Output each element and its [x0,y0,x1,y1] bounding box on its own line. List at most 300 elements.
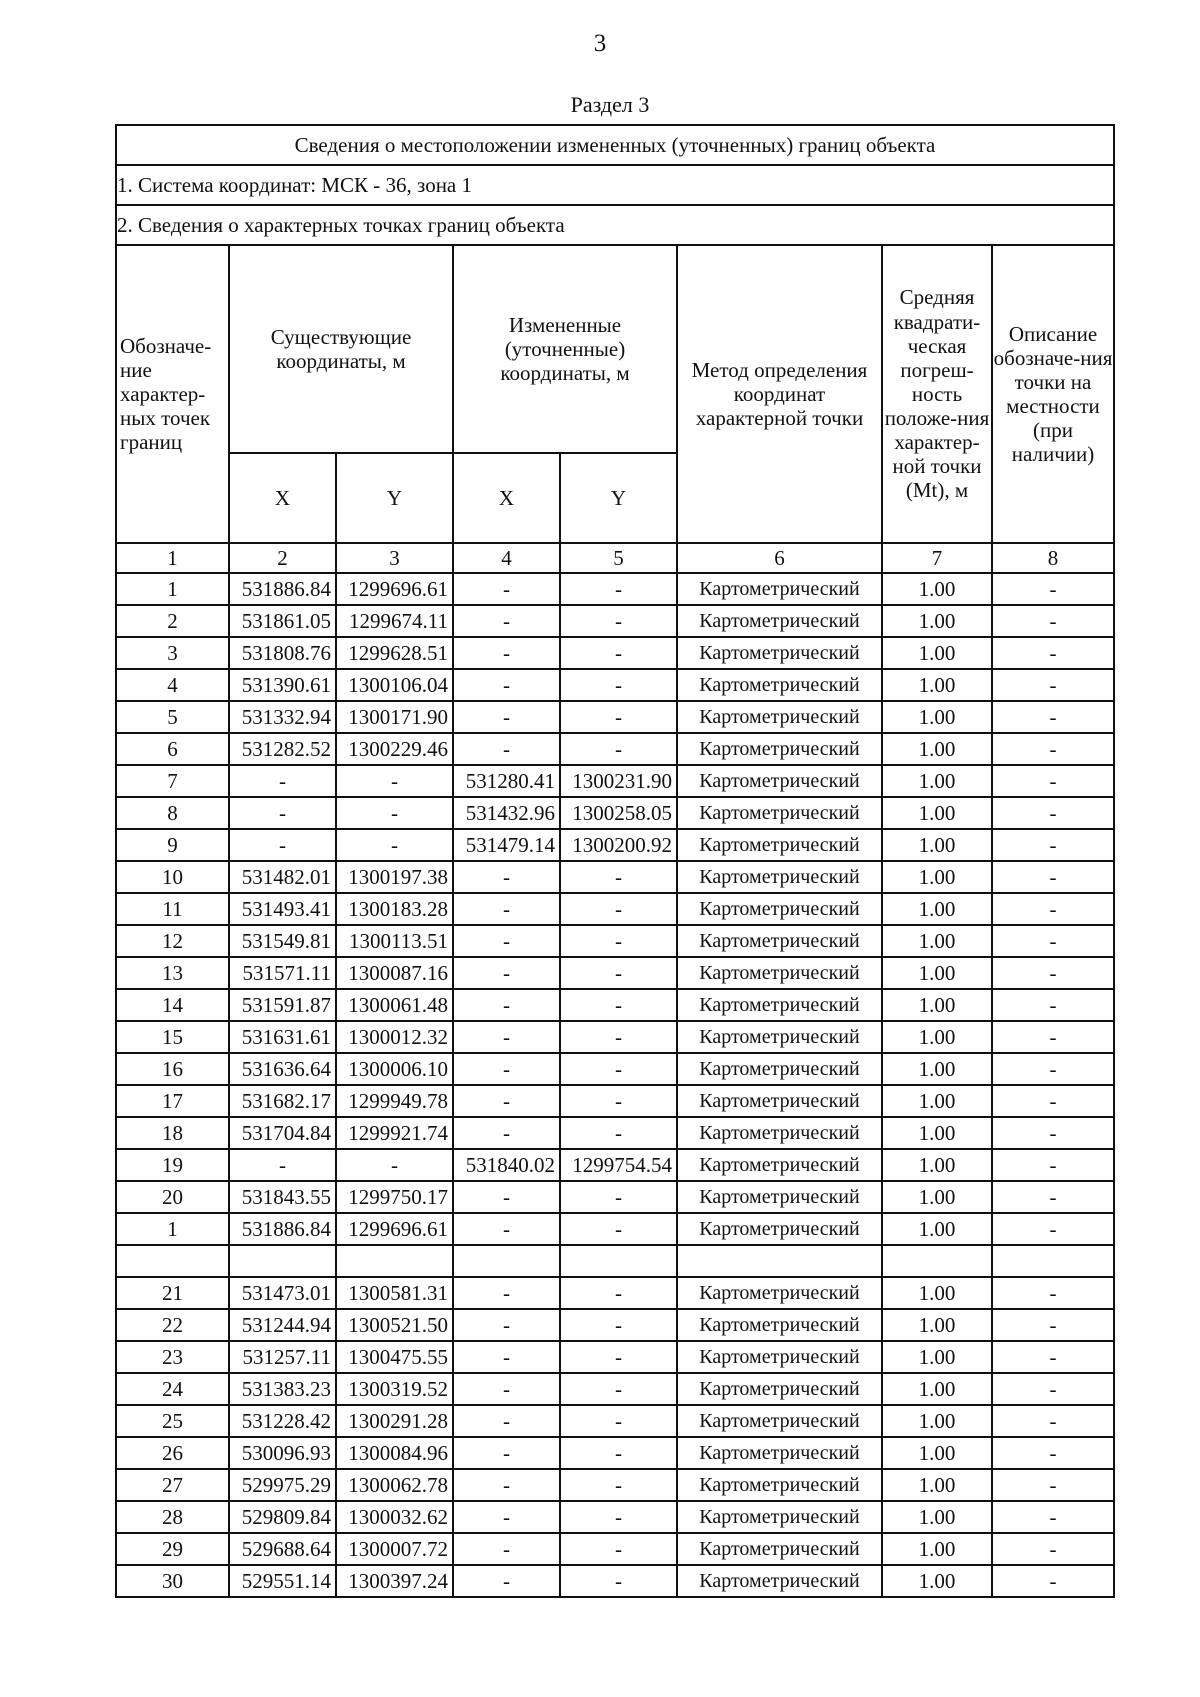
cell-existing-x: 531636.64 [229,1053,336,1085]
cell-changed-y: - [560,1533,677,1565]
cell-changed-y: 1299754.54 [560,1149,677,1181]
cell-existing-y: 1300113.51 [336,925,453,957]
cell-existing-y: 1300397.24 [336,1565,453,1597]
cell-description: - [992,1501,1114,1533]
cell-point-id: 16 [116,1053,229,1085]
cell-method: Картометрический [677,1373,882,1405]
cell-changed-x: - [453,1469,560,1501]
cell-point-id: 4 [116,669,229,701]
cell-point-id: 27 [116,1469,229,1501]
cell-method: Картометрический [677,1469,882,1501]
cell-description: - [992,1117,1114,1149]
cell-changed-x: - [453,989,560,1021]
table-row [116,1373,1114,1405]
cell-mean-error: 1.00 [882,797,992,829]
cell-method: Картометрический [677,1565,882,1597]
cell-method: Картометрический [677,669,882,701]
cell-existing-y: 1300032.62 [336,1501,453,1533]
cell-point-id: 7 [116,765,229,797]
cell-method: Картометрический [677,701,882,733]
cell-point-id: 26 [116,1437,229,1469]
cell-mean-error: 1.00 [882,765,992,797]
cell-existing-x: 529809.84 [229,1501,336,1533]
cell-method: Картометрический [677,1117,882,1149]
cell-changed-y: - [560,1309,677,1341]
cell-description: - [992,829,1114,861]
cell-existing-x: 531886.84 [229,573,336,605]
table-row [116,925,1114,957]
cell-changed-x: 531840.02 [453,1149,560,1181]
cell-point-id: 13 [116,957,229,989]
cell-changed-y: - [560,733,677,765]
cell-mean-error: 1.00 [882,1405,992,1437]
cell-changed-x: - [453,1085,560,1117]
header-existing-x: X [229,453,336,543]
cell-changed-y: - [560,605,677,637]
cell-changed-y: - [560,637,677,669]
cell-changed-y: - [560,1565,677,1597]
cell-method: Картометрический [677,797,882,829]
cell-method: Картометрический [677,733,882,765]
cell-description: - [992,733,1114,765]
cell-description: - [992,1213,1114,1245]
cell-method: Картометрический [677,861,882,893]
cell-existing-y: 1300012.32 [336,1021,453,1053]
cell-existing-x: 529975.29 [229,1469,336,1501]
cell-changed-y: - [560,1117,677,1149]
cell-method: Картометрический [677,1277,882,1309]
cell-mean-error: 1.00 [882,1469,992,1501]
table-title-row [116,125,1114,165]
cell-point-id: 20 [116,1181,229,1213]
cell-mean-error: 1.00 [882,733,992,765]
cell-point-id: 5 [116,701,229,733]
column-number: 5 [560,543,677,573]
column-number: 7 [882,543,992,573]
cell-mean-error: 1.00 [882,1533,992,1565]
cell-point-id: 23 [116,1341,229,1373]
cell-existing-x: - [229,797,336,829]
table-row [116,1053,1114,1085]
cell-existing-y: 1300061.48 [336,989,453,1021]
cell-existing-x: 531482.01 [229,861,336,893]
cell-description: - [992,1149,1114,1181]
cell-mean-error: 1.00 [882,957,992,989]
cell-point-id: 18 [116,1117,229,1149]
cell-description: - [992,1277,1114,1309]
empty-cell [677,1245,882,1277]
table-row [116,1181,1114,1213]
empty-cell [116,1245,229,1277]
cell-changed-x: - [453,1277,560,1309]
cell-method: Картометрический [677,957,882,989]
cell-mean-error: 1.00 [882,1277,992,1309]
cell-point-id: 2 [116,605,229,637]
cell-changed-x: - [453,1021,560,1053]
table-row [116,1277,1114,1309]
cell-existing-x: 531390.61 [229,669,336,701]
cell-changed-x: - [453,1565,560,1597]
cell-description: - [992,1533,1114,1565]
cell-method: Картометрический [677,1501,882,1533]
cell-existing-y: - [336,1149,453,1181]
table-row [116,1405,1114,1437]
cell-method: Картометрический [677,925,882,957]
cell-method: Картометрический [677,1021,882,1053]
cell-description: - [992,1053,1114,1085]
cell-changed-x: - [453,1309,560,1341]
cell-changed-y: - [560,1501,677,1533]
cell-existing-y: 1300229.46 [336,733,453,765]
cell-changed-x: - [453,1437,560,1469]
cell-method: Картометрический [677,989,882,1021]
table-row [116,765,1114,797]
header-changed-x: X [453,453,560,543]
cell-changed-y: - [560,1181,677,1213]
cell-mean-error: 1.00 [882,1501,992,1533]
cell-existing-x: 529551.14 [229,1565,336,1597]
cell-existing-y: 1299696.61 [336,1213,453,1245]
cell-point-id: 21 [116,1277,229,1309]
cell-changed-y: 1300258.05 [560,797,677,829]
cell-description: - [992,1309,1114,1341]
header-existing-coords: Существующие координаты, м [229,245,453,453]
cell-method: Картометрический [677,1405,882,1437]
cell-existing-y: 1300581.31 [336,1277,453,1309]
header-description: Описание обозначе-ния точки на местности (при наличии) [992,245,1114,543]
cell-description: - [992,1565,1114,1597]
cell-method: Картометрический [677,1309,882,1341]
empty-cell [992,1245,1114,1277]
cell-existing-x: 531228.42 [229,1405,336,1437]
cell-point-id: 25 [116,1405,229,1437]
cell-method: Картометрический [677,1181,882,1213]
cell-mean-error: 1.00 [882,605,992,637]
cell-mean-error: 1.00 [882,573,992,605]
cell-description: - [992,637,1114,669]
cell-changed-x: 531479.14 [453,829,560,861]
cell-description: - [992,989,1114,1021]
cell-changed-y: - [560,925,677,957]
cell-changed-x: - [453,1405,560,1437]
cell-existing-x: 531473.01 [229,1277,336,1309]
cell-changed-y: - [560,1085,677,1117]
table-row [116,1469,1114,1501]
cell-point-id: 22 [116,1309,229,1341]
header-changed-y: Y [560,453,677,543]
cell-existing-y: 1300006.10 [336,1053,453,1085]
table-row [116,733,1114,765]
cell-description: - [992,1181,1114,1213]
header-existing-y: Y [336,453,453,543]
cell-point-id: 11 [116,893,229,925]
cell-description: - [992,573,1114,605]
cell-point-id: 3 [116,637,229,669]
table-row [116,957,1114,989]
cell-existing-x: - [229,1149,336,1181]
cell-description: - [992,1373,1114,1405]
cell-existing-x: - [229,765,336,797]
cell-existing-y: - [336,829,453,861]
cell-description: - [992,605,1114,637]
table-row [116,637,1114,669]
header-changed-coords: Измененные (уточненные) координаты, м [453,245,677,453]
table-row [116,605,1114,637]
cell-mean-error: 1.00 [882,637,992,669]
table-row [116,861,1114,893]
cell-description: - [992,1437,1114,1469]
table-row [116,893,1114,925]
table-row [116,1149,1114,1181]
table-row [116,1213,1114,1245]
cell-existing-y: 1300087.16 [336,957,453,989]
cell-description: - [992,1021,1114,1053]
cell-existing-y: - [336,797,453,829]
cell-existing-x: 531631.61 [229,1021,336,1053]
cell-existing-x: 531682.17 [229,1085,336,1117]
cell-method: Картометрический [677,1437,882,1469]
cell-changed-x: 531432.96 [453,797,560,829]
table-row [116,1565,1114,1597]
cell-existing-x: 531282.52 [229,733,336,765]
cell-changed-x: - [453,605,560,637]
cell-method: Картометрический [677,829,882,861]
cell-changed-x: 531280.41 [453,765,560,797]
cell-existing-x: 531383.23 [229,1373,336,1405]
column-number: 8 [992,543,1114,573]
table-row [116,989,1114,1021]
cell-changed-y: - [560,573,677,605]
cell-mean-error: 1.00 [882,989,992,1021]
cell-point-id: 17 [116,1085,229,1117]
cell-existing-y: 1300171.90 [336,701,453,733]
points-info: 2. Сведения о характерных точках границ объекта [116,205,1114,245]
cell-changed-y: - [560,1021,677,1053]
cell-mean-error: 1.00 [882,1149,992,1181]
cell-existing-y: 1300291.28 [336,1405,453,1437]
cell-mean-error: 1.00 [882,1181,992,1213]
cell-point-id: 30 [116,1565,229,1597]
cell-changed-y: - [560,1341,677,1373]
cell-changed-x: - [453,1181,560,1213]
column-numbers-row [116,543,1114,573]
cell-changed-y: - [560,701,677,733]
cell-point-id: 15 [116,1021,229,1053]
cell-method: Картометрический [677,1533,882,1565]
cell-changed-y: - [560,861,677,893]
header-row [116,245,1114,453]
cell-mean-error: 1.00 [882,1373,992,1405]
cell-existing-y: 1300007.72 [336,1533,453,1565]
cell-description: - [992,893,1114,925]
cell-point-id: 8 [116,797,229,829]
table-row [116,1309,1114,1341]
cell-mean-error: 1.00 [882,861,992,893]
cell-changed-x: - [453,1213,560,1245]
cell-changed-x: - [453,573,560,605]
cell-changed-x: - [453,893,560,925]
table-row [116,669,1114,701]
cell-existing-x: - [229,829,336,861]
cell-method: Картометрический [677,1149,882,1181]
cell-changed-x: - [453,733,560,765]
cell-description: - [992,1469,1114,1501]
page-number: 3 [593,30,607,57]
empty-cell [560,1245,677,1277]
empty-cell [882,1245,992,1277]
cell-existing-y: 1300475.55 [336,1341,453,1373]
cell-changed-x: - [453,861,560,893]
cell-existing-y: 1300183.28 [336,893,453,925]
cell-existing-x: 531843.55 [229,1181,336,1213]
cell-existing-y: 1300084.96 [336,1437,453,1469]
coord-system-row [116,165,1114,205]
empty-cell [229,1245,336,1277]
table-row [116,573,1114,605]
cell-changed-x: - [453,1533,560,1565]
boundary-points-table [115,124,1115,1598]
table-row [116,1533,1114,1565]
cell-mean-error: 1.00 [882,1565,992,1597]
cell-method: Картометрический [677,1053,882,1085]
cell-mean-error: 1.00 [882,1053,992,1085]
cell-method: Картометрический [677,637,882,669]
cell-existing-x: 531493.41 [229,893,336,925]
header-error: Средняя квадрати-ческая погреш-ность положе-ния характер-ной точки (Mt), м [882,245,992,543]
cell-changed-x: - [453,701,560,733]
cell-changed-y: - [560,989,677,1021]
column-number: 3 [336,543,453,573]
cell-point-id: 1 [116,1213,229,1245]
cell-existing-y: 1299921.74 [336,1117,453,1149]
cell-existing-y: 1299949.78 [336,1085,453,1117]
table-row [116,1117,1114,1149]
column-number: 1 [116,543,229,573]
cell-description: - [992,925,1114,957]
table-row [116,1341,1114,1373]
cell-point-id: 28 [116,1501,229,1533]
cell-changed-y: - [560,1405,677,1437]
column-number: 2 [229,543,336,573]
cell-changed-y: - [560,669,677,701]
table-row [116,829,1114,861]
cell-mean-error: 1.00 [882,829,992,861]
cell-existing-y: 1299696.61 [336,573,453,605]
cell-existing-y: 1299628.51 [336,637,453,669]
table-row [116,701,1114,733]
header-designation: Обозначе-ние характер-ных точек границ [116,245,229,543]
empty-cell [336,1245,453,1277]
cell-mean-error: 1.00 [882,925,992,957]
cell-changed-y: - [560,1437,677,1469]
cell-existing-y: 1299674.11 [336,605,453,637]
cell-changed-x: - [453,1341,560,1373]
cell-existing-x: 531886.84 [229,1213,336,1245]
cell-point-id: 1 [116,573,229,605]
cell-changed-y: - [560,957,677,989]
cell-changed-x: - [453,1373,560,1405]
cell-description: - [992,701,1114,733]
cell-method: Картометрический [677,893,882,925]
cell-changed-y: - [560,1469,677,1501]
cell-changed-x: - [453,957,560,989]
cell-description: - [992,1085,1114,1117]
cell-method: Картометрический [677,1341,882,1373]
table-row [116,1437,1114,1469]
cell-changed-y: - [560,1277,677,1309]
cell-existing-y: 1300106.04 [336,669,453,701]
cell-mean-error: 1.00 [882,1309,992,1341]
cell-mean-error: 1.00 [882,1117,992,1149]
table-row [116,1085,1114,1117]
cell-existing-x: 531861.05 [229,605,336,637]
cell-existing-x: 531571.11 [229,957,336,989]
column-number: 6 [677,543,882,573]
cell-existing-x: 531704.84 [229,1117,336,1149]
cell-changed-y: - [560,893,677,925]
column-number: 4 [453,543,560,573]
cell-point-id: 6 [116,733,229,765]
section-title: Раздел 3 [570,92,650,117]
cell-changed-y: - [560,1373,677,1405]
cell-description: - [992,1405,1114,1437]
cell-existing-y: 1299750.17 [336,1181,453,1213]
separator-row [116,1245,1114,1277]
cell-method: Картометрический [677,605,882,637]
cell-point-id: 14 [116,989,229,1021]
cell-changed-x: - [453,669,560,701]
header-method: Метод определения координат характерной точки [677,245,882,543]
cell-point-id: 24 [116,1373,229,1405]
cell-method: Картометрический [677,573,882,605]
cell-changed-y: - [560,1213,677,1245]
cell-changed-x: - [453,925,560,957]
cell-mean-error: 1.00 [882,701,992,733]
cell-point-id: 29 [116,1533,229,1565]
cell-method: Картометрический [677,1085,882,1117]
cell-existing-x: 530096.93 [229,1437,336,1469]
cell-mean-error: 1.00 [882,1021,992,1053]
cell-point-id: 9 [116,829,229,861]
cell-changed-y: 1300200.92 [560,829,677,861]
cell-existing-x: 531244.94 [229,1309,336,1341]
cell-description: - [992,669,1114,701]
cell-existing-y: 1300319.52 [336,1373,453,1405]
cell-existing-x: 531808.76 [229,637,336,669]
cell-description: - [992,861,1114,893]
cell-existing-x: 531257.11 [229,1341,336,1373]
cell-mean-error: 1.00 [882,893,992,925]
cell-point-id: 12 [116,925,229,957]
cell-existing-x: 529688.64 [229,1533,336,1565]
cell-description: - [992,797,1114,829]
cell-changed-x: - [453,1053,560,1085]
cell-description: - [992,957,1114,989]
cell-mean-error: 1.00 [882,1437,992,1469]
table-row [116,1501,1114,1533]
points-info-row [116,205,1114,245]
cell-method: Картометрический [677,765,882,797]
table-title: Сведения о местоположении измененных (уточненных) границ объекта [116,125,1114,165]
cell-changed-y: 1300231.90 [560,765,677,797]
cell-existing-y: 1300197.38 [336,861,453,893]
empty-cell [453,1245,560,1277]
cell-existing-y: 1300062.78 [336,1469,453,1501]
coord-system: 1. Система координат: МСК - 36, зона 1 [116,165,1114,205]
cell-description: - [992,1341,1114,1373]
cell-existing-x: 531591.87 [229,989,336,1021]
cell-existing-y: - [336,765,453,797]
